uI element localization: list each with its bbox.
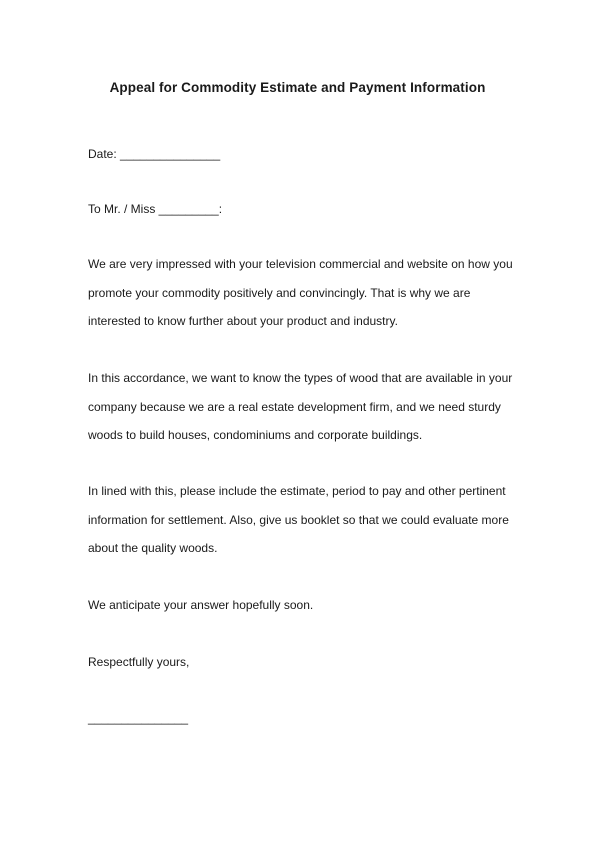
paragraph-1 <box>88 250 528 336</box>
paragraph-2-line: company because we are a real estate development firm, and we need sturdy <box>88 399 501 414</box>
closing-statement: We anticipate your answer hopefully soon. <box>88 598 314 612</box>
paragraph-3-line: about the quality woods. <box>88 541 218 555</box>
paragraph-2 <box>88 364 528 450</box>
date-line: Date: _______________ <box>88 147 221 161</box>
paragraph-3 <box>88 477 528 563</box>
paragraph-1-line: promote your commodity positively and convincingly. That is why we are <box>88 285 471 300</box>
paragraph-3-line: In lined with this, please include the estimate, period to pay and other pertinent <box>88 484 506 498</box>
paragraph-3-line: information for settlement. Also, give us booklet so that we could evaluate more <box>88 512 509 527</box>
recipient-line: To Mr. / Miss _________: <box>88 202 223 216</box>
signature-line: _______________ <box>88 711 189 725</box>
paragraph-1-line: We are very impressed with your television commercial and website on how you <box>88 257 513 271</box>
paragraph-2-line: In this accordance, we want to know the types of wood that are available in your <box>88 371 513 385</box>
paragraph-1-line: interested to know further about your product and industry. <box>88 314 398 328</box>
letter-title: Appeal for Commodity Estimate and Payment Information <box>109 80 486 95</box>
paragraph-2-line: woods to build houses, condominiums and corporate buildings. <box>88 428 423 442</box>
sign-off: Respectfully yours, <box>88 655 190 669</box>
